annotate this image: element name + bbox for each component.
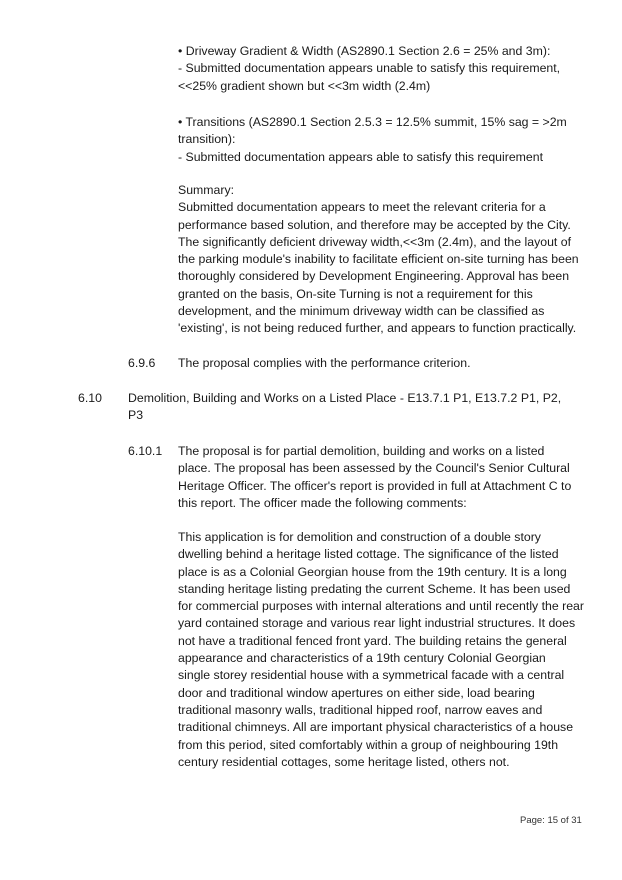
section-6-10-1-line: Heritage Officer. The officer's report is provided in full at Attachment C to	[178, 478, 572, 493]
driveway-gradient-line-2: <<25% gradient shown but <<3m width (2.4m)	[178, 78, 431, 93]
section-6-10-1-line: place. The proposal has been assessed by the Council's Senior Cultural	[178, 461, 570, 476]
section-6-10-1-line: this report. The officer made the following comments:	[178, 495, 467, 510]
section-6-10-1-line: The proposal is for partial demolition, building and works on a listed	[178, 444, 545, 458]
section-6-10-title-line-2: P3	[128, 408, 144, 423]
heritage-comments-line: yard contained storage and various rear light industrial structures. It does	[178, 616, 576, 631]
transitions-block	[178, 114, 588, 166]
summary-line: Submitted documentation appears to meet the relevant criteria for a	[178, 200, 546, 215]
heritage-comments-line: century residential cottages, some heritage listed, others not.	[178, 754, 510, 769]
summary-line: development, and the minimum driveway width can be classified as	[178, 304, 545, 319]
heritage-comments-block	[178, 529, 588, 771]
heritage-comments-line: for commercial purposes with internal alterations and until recently the rear	[178, 599, 584, 614]
heritage-comments-line: from this period, sited comfortably within a group of neighbouring 19th	[178, 737, 559, 752]
transitions-heading-line-2: transition):	[178, 132, 236, 147]
section-6-9-6-text	[178, 355, 588, 372]
heritage-comments-line: not have a traditional fenced front yard. The building retains the general	[178, 633, 567, 648]
section-number-6-10: 6.10	[78, 391, 102, 405]
heritage-comments-line: standing heritage listing predating the current Scheme. It has been used	[178, 581, 571, 596]
heritage-comments-line: traditional masonry walls, traditional hipped roof, narrow eaves and	[178, 702, 543, 717]
section-number-6-10-1: 6.10.1	[128, 444, 163, 458]
heritage-comments-line: single storey residential house with a symmetrical facade with a central	[178, 668, 565, 683]
summary-line: 'existing', is not being reduced further, and appears to function practically.	[178, 321, 577, 336]
summary-block	[178, 182, 588, 338]
page-number: Page: 15 of 31	[520, 815, 582, 826]
heritage-comments-line: dwelling behind a heritage listed cottage. The significance of the listed	[178, 547, 559, 562]
summary-line: granted on the basis, On-site Turning is not a requirement for this	[178, 286, 533, 301]
driveway-gradient-line-1: - Submitted documentation appears unable to satisfy this requirement,	[178, 61, 561, 76]
summary-line: performance based solution, and therefore may be accepted by the City.	[178, 217, 571, 232]
section-6-10-1-text	[178, 443, 588, 512]
summary-line: thoroughly considered by Development Engineering. Approval has been	[178, 269, 570, 284]
summary-line: the parking module's inability to facilitate efficient on-site turning has been	[178, 252, 579, 267]
heritage-comments-line: door and traditional window apertures on either side, load bearing	[178, 685, 535, 700]
section-6-10-title-line-1: Demolition, Building and Works on a Listed Place - E13.7.1 P1, E13.7.2 P1, P2,	[128, 391, 562, 405]
section-6-9-6-line: The proposal complies with the performance criterion.	[178, 356, 471, 370]
summary-heading: Summary:	[178, 183, 235, 197]
transitions-heading-line-1: • Transitions (AS2890.1 Section 2.5.3 = 12.5% summit, 15% sag = >2m	[178, 115, 567, 129]
summary-line: The significantly deficient driveway width,<<3m (2.4m), and the layout of	[178, 234, 572, 249]
driveway-gradient-block	[178, 43, 588, 95]
heritage-comments-line: traditional chimneys. All are important physical characteristics of a house	[178, 720, 574, 735]
section-number-6-9-6: 6.9.6	[128, 356, 156, 370]
heritage-comments-line: appearance and characteristics of a 19th century Colonial Georgian	[178, 651, 546, 666]
section-6-10-title	[128, 390, 598, 425]
heritage-comments-line: place is as a Colonial Georgian house from the 19th century. It is a long	[178, 564, 567, 579]
heritage-comments-line: This application is for demolition and construction of a double story	[178, 530, 541, 544]
transitions-line-1: - Submitted documentation appears able to satisfy this requirement	[178, 149, 544, 164]
driveway-gradient-heading: • Driveway Gradient & Width (AS2890.1 Section 2.6 = 25% and 3m):	[178, 44, 551, 58]
